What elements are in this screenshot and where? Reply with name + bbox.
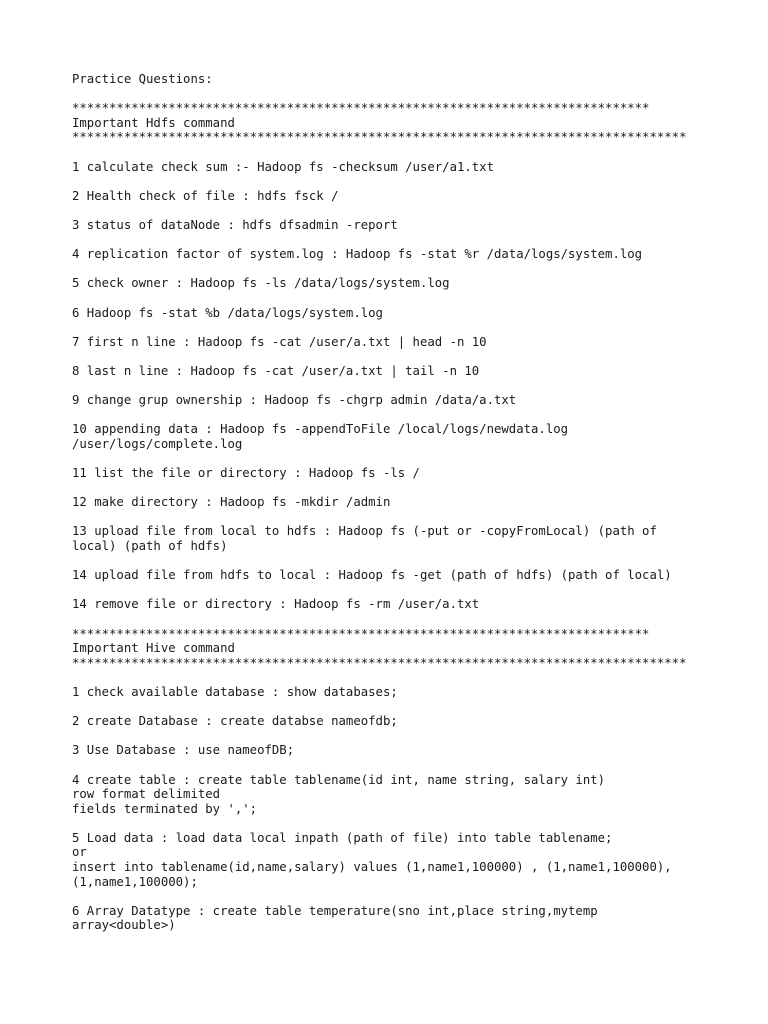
- list-item-line: 3 Use Database : use nameofDB;: [72, 743, 295, 758]
- spacer: [72, 583, 722, 598]
- list-item: [72, 422, 722, 466]
- spacer: [72, 670, 722, 685]
- list-item-line: fields terminated by ',';: [72, 801, 258, 816]
- hdfs-heading: Important Hdfs command: [72, 115, 235, 130]
- list-item-line: 14 upload file from hdfs to local : Hadoop fs -get (path of hdfs) (path of local): [72, 568, 672, 583]
- list-item-line: 1 check available database : show databases;: [72, 684, 398, 699]
- list-item: [72, 335, 722, 364]
- list-item: [72, 160, 722, 189]
- list-item-line: or: [72, 845, 87, 860]
- hdfs-rule-top: ******************************************************************************: [72, 101, 650, 116]
- list-item-line: 14 remove file or directory : Hadoop fs -rm /user/a.txt: [72, 597, 480, 612]
- spacer: [72, 816, 722, 831]
- spacer: [72, 889, 722, 904]
- list-item-line: (1,name1,100000);: [72, 874, 198, 889]
- spacer: [72, 174, 722, 189]
- list-item: [72, 495, 722, 524]
- spacer: [72, 700, 722, 715]
- list-item: [72, 364, 722, 393]
- list-item: [72, 276, 722, 305]
- spacer: [72, 233, 722, 248]
- list-item: [72, 466, 722, 495]
- spacer: [72, 378, 722, 393]
- list-item-line: local) (path of hdfs): [72, 539, 228, 553]
- list-item: [72, 568, 722, 597]
- hdfs-section: [72, 101, 722, 626]
- list-item-line: 3 status of dataNode : hdfs dfsadmin -report: [72, 217, 398, 232]
- hive-heading: Important Hive command: [72, 641, 235, 656]
- list-item-line: 2 create Database : create databse nameofdb;: [72, 714, 398, 729]
- spacer: [72, 262, 722, 277]
- spacer: [72, 729, 722, 744]
- hive-rule-bottom: ***********************************************************************************: [72, 655, 687, 670]
- list-item: [72, 685, 722, 714]
- list-item: [72, 743, 722, 772]
- spacer: [72, 451, 722, 466]
- list-item-line: 8 last n line : Hadoop fs -cat /user/a.txt | tail -n 10: [72, 363, 480, 378]
- list-item: [72, 831, 722, 904]
- list-item-line: 5 Load data : load data local inpath (path of file) into table tablename;: [72, 830, 613, 845]
- list-item-line: /user/logs/complete.log: [72, 436, 243, 451]
- list-item: [72, 247, 722, 276]
- list-item-line: 4 replication factor of system.log : Hadoop fs -stat %r /data/logs/system.log: [72, 247, 643, 262]
- list-item: [72, 524, 722, 568]
- spacer: [72, 145, 722, 160]
- list-item-line: 9 change grup ownership : Hadoop fs -chgrp admin /data/a.txt: [72, 393, 517, 408]
- list-item-line: 1 calculate check sum :- Hadoop fs -checksum /user/a1.txt: [72, 159, 494, 174]
- list-item: [72, 189, 722, 218]
- list-item-line: 2 Health check of file : hdfs fsck /: [72, 188, 339, 203]
- list-item-line: 4 create table : create table tablename(id int, name string, salary int): [72, 772, 606, 787]
- hdfs-command-list: [72, 160, 722, 627]
- list-item: [72, 218, 722, 247]
- list-item-line: 10 appending data : Hadoop fs -appendToFile /local/logs/newdata.log: [72, 422, 569, 437]
- list-item-line: row format delimited: [72, 787, 221, 802]
- spacer: [72, 349, 722, 364]
- list-item-line: 12 make directory : Hadoop fs -mkdir /admin: [72, 495, 391, 510]
- hive-section: [72, 627, 722, 948]
- document-page: [72, 72, 722, 948]
- spacer: [72, 510, 722, 525]
- spacer: [72, 481, 722, 496]
- list-item: [72, 904, 722, 948]
- list-item-line: 13 upload file from local to hdfs : Hadoop fs (-put or -copyFromLocal) (path of: [72, 524, 657, 539]
- hive-rule-top: ******************************************************************************: [72, 626, 650, 641]
- list-item-line: 11 list the file or directory : Hadoop fs -ls /: [72, 466, 420, 481]
- hdfs-rule-bottom: ***********************************************************************************: [72, 130, 687, 145]
- spacer: [72, 87, 722, 102]
- list-item-line: 5 check owner : Hadoop fs -ls /data/logs/system.log: [72, 276, 450, 291]
- list-item: [72, 306, 722, 335]
- list-item-line: 7 first n line : Hadoop fs -cat /user/a.txt | head -n 10: [72, 334, 487, 349]
- spacer: [72, 758, 722, 773]
- list-item-line: insert into tablename(id,name,salary) values (1,name1,100000) , (1,name1,100000),: [72, 860, 672, 875]
- list-item: [72, 597, 722, 626]
- spacer: [72, 554, 722, 569]
- list-item-line: array<double>): [72, 918, 176, 933]
- list-item: [72, 773, 722, 831]
- spacer: [72, 933, 722, 948]
- spacer: [72, 612, 722, 627]
- spacer: [72, 203, 722, 218]
- hive-command-list: [72, 685, 722, 948]
- spacer: [72, 408, 722, 423]
- list-item-line: 6 Array Datatype : create table temperature(sno int,place string,mytemp: [72, 903, 598, 918]
- list-item: [72, 393, 722, 422]
- document-title: Practice Questions:: [72, 72, 213, 86]
- spacer: [72, 320, 722, 335]
- spacer: [72, 291, 722, 306]
- list-item: [72, 714, 722, 743]
- list-item-line: 6 Hadoop fs -stat %b /data/logs/system.log: [72, 305, 383, 320]
